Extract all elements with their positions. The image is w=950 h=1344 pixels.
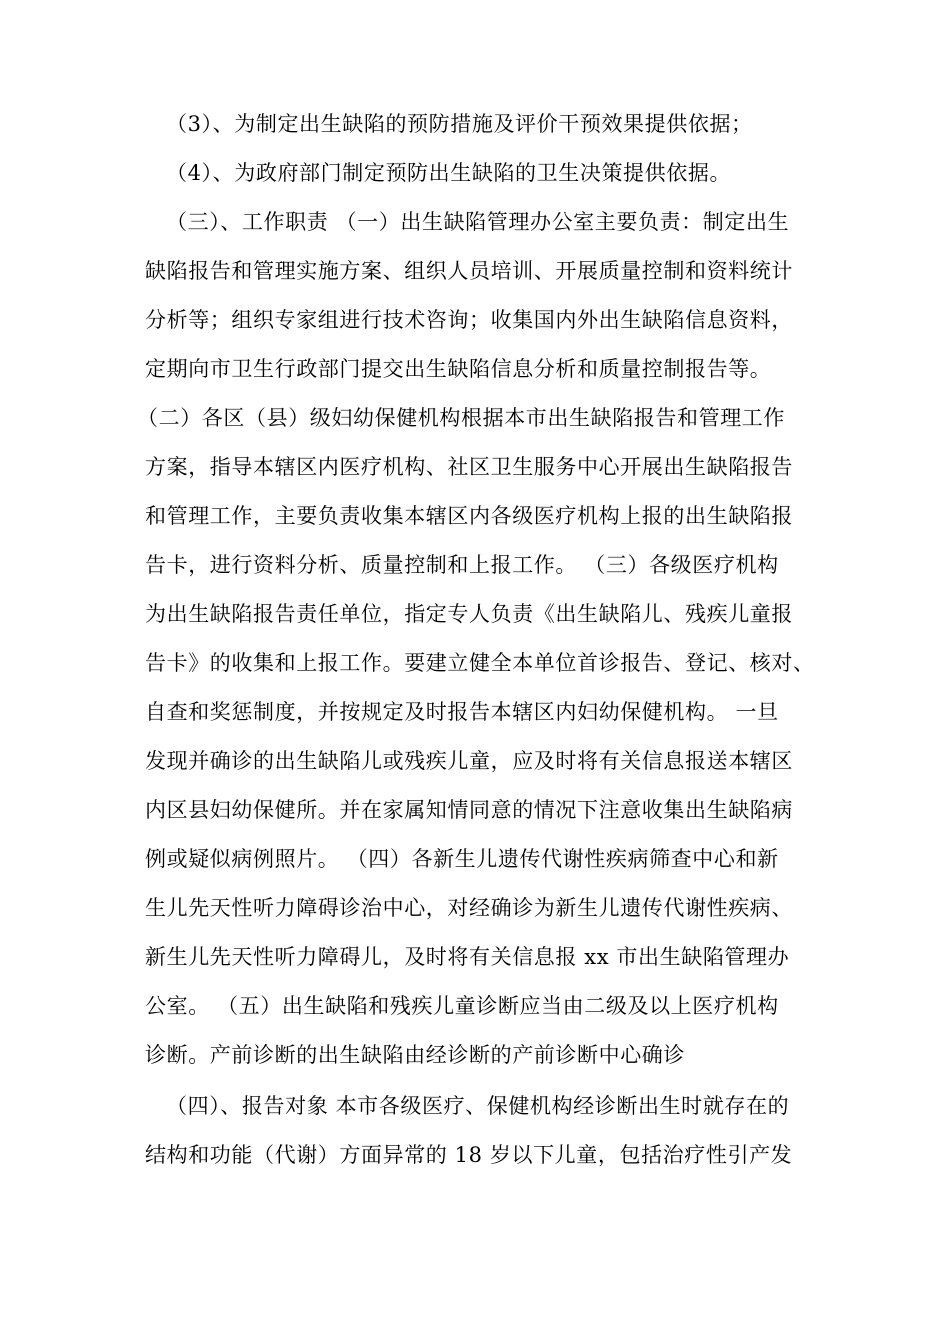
paragraph-line: 告卡》的收集和上报工作。要建立健全本单位首诊报告、登记、核对、 (145, 651, 815, 675)
paragraph-line: 告卡，进行资料分析、质量控制和上报工作。 （三）各级医疗机构 (145, 553, 779, 577)
paragraph-line: 结构和功能（代谢）方面异常的 18 岁以下儿童，包括治疗性引产发 (145, 1143, 793, 1167)
paragraph-line: 缺陷报告和管理实施方案、组织人员培训、开展质量控制和资料统计 (145, 259, 793, 283)
paragraph-line: （二）各区（县）级妇幼保健机构根据本市出生缺陷报告和管理工作 (137, 406, 785, 430)
paragraph-line: 定期向市卫生行政部门提交出生缺陷信息分析和质量控制报告等。 (145, 357, 772, 381)
paragraph-line: 为出生缺陷报告责任单位，指定专人负责《出生缺陷儿、残疾儿童报 (145, 602, 793, 626)
paragraph-line: 发现并确诊的出生缺陷儿或残疾儿童，应及时将有关信息报送本辖区 (145, 749, 793, 773)
paragraph-line: （3）、为制定出生缺陷的预防措施及评价干预效果提供依据； (166, 112, 753, 136)
paragraph-line: 公室。 （五）出生缺陷和残疾儿童诊断应当由二级及以上医疗机构 (145, 994, 779, 1018)
paragraph-line: （四）、报告对象 本市各级医疗、保健机构经诊断出生时就存在的 (166, 1094, 790, 1118)
paragraph-line: 例或疑似病例照片。 （四）各新生儿遗传代谢性疾病筛查中心和新 (145, 847, 779, 871)
paragraph-line: 分析等；组织专家组进行技术咨询；收集国内外出生缺陷信息资料， (145, 308, 793, 332)
document-body (137, 100, 825, 1180)
paragraph-line: 生儿先天性听力障碍诊治中心，对经确诊为新生儿遗传代谢性疾病、 (145, 896, 793, 920)
paragraph-line: 内区县妇幼保健所。并在家属知情同意的情况下注意收集出生缺陷病 (145, 798, 793, 822)
paragraph-line: 诊断。产前诊断的出生缺陷由经诊断的产前诊断中心确诊 (145, 1043, 685, 1067)
paragraph-line: （三）、工作职责 （一）出生缺陷管理办公室主要负责：制定出生 (166, 210, 790, 234)
paragraph-line: 自查和奖惩制度，并按规定及时报告本辖区内妇幼保健机构。 一旦 (145, 700, 779, 724)
paragraph-line: 和管理工作，主要负责收集本辖区内各级医疗机构上报的出生缺陷报 (145, 504, 793, 528)
paragraph-line: 新生儿先天性听力障碍儿，及时将有关信息报 xx 市出生缺陷管理办 (145, 945, 790, 969)
paragraph-line: 方案，指导本辖区内医疗机构、社区卫生服务中心开展出生缺陷报告 (145, 455, 793, 479)
paragraph-line: （4）、为政府部门制定预防出生缺陷的卫生决策提供依据。 (166, 161, 732, 185)
